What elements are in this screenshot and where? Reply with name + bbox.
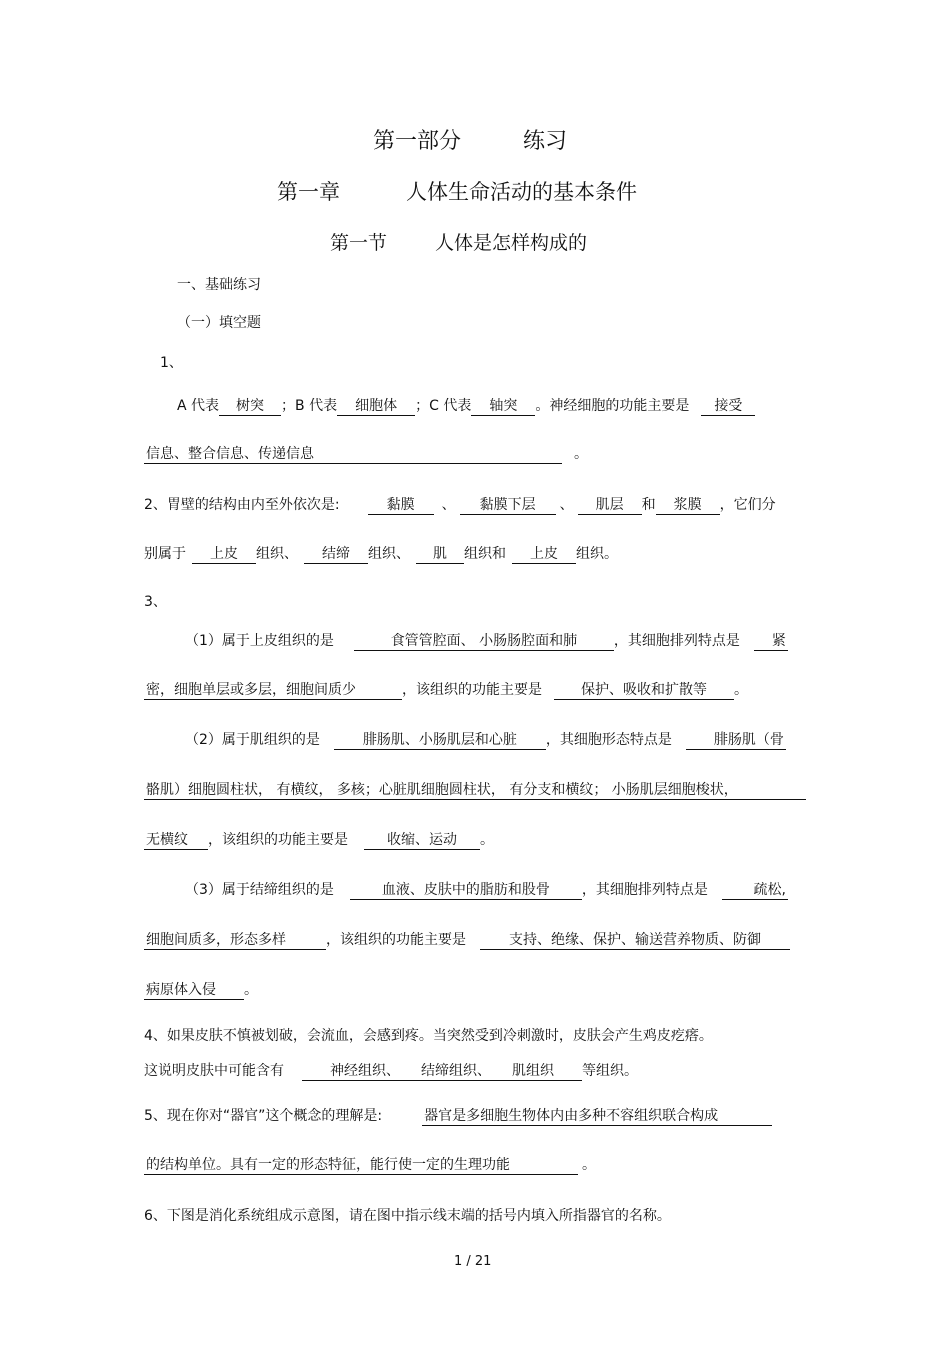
q2-tissue-word3: 组织和 [464, 546, 506, 562]
q2-tissue-word2: 组织、 [368, 546, 410, 562]
q3-p3-line1 [185, 881, 788, 900]
q1-func-answer-cont: 信息、整合信息、传递信息 [144, 445, 562, 464]
q2-tissue1: 上皮 [192, 545, 256, 564]
q4-answer: 神经组织、 结缔组织、 肌组织 [302, 1062, 582, 1081]
q1-number: 1、 [160, 355, 183, 371]
q2-line1 [144, 496, 776, 515]
part-heading [373, 129, 567, 155]
q1-line1 [177, 397, 755, 416]
q5-line1 [144, 1107, 772, 1126]
q3-p3-lead: （3）属于结缔组织的是 [185, 882, 334, 898]
q4-line2 [144, 1062, 638, 1081]
q3-p2-line3 [144, 831, 494, 850]
q1-b-answer: 细胞体 [337, 397, 415, 416]
q3-p2-answer2-start: 腓肠肌（骨 [686, 731, 786, 750]
q2-and: 和 [641, 497, 656, 513]
q4-lead: 这说明皮肤中可能含有 [144, 1063, 284, 1079]
q3-p2-func: ，该组织的功能主要是 [208, 832, 348, 848]
q3-p1-line1 [185, 632, 788, 651]
q3-p1-answer2-cont: 密，细胞单层或多层，细胞间质少 [144, 681, 402, 700]
q5-end: 。 [582, 1157, 596, 1173]
q6-text: 6、下图是消化系统组成示意图，请在图中指示线末端的括号内填入所指器官的名称。 [144, 1208, 671, 1224]
q3-p3-answer2-start: 疏松, [722, 881, 788, 900]
q3-p1-answer3: 保护、吸收和扩散等 [554, 681, 734, 700]
q3-p1-end: 。 [734, 682, 748, 698]
q2-layer2: 黏膜下层 [460, 496, 556, 515]
q2-line2 [144, 545, 618, 564]
q3-p2-answer2-end: 无横纹 [144, 831, 208, 850]
q2-sep2: 、 [559, 497, 574, 513]
q3-p1-lead: （1）属于上皮组织的是 [185, 633, 334, 649]
section-label: 第一节 [330, 232, 388, 254]
q2-tissue3: 肌 [416, 545, 464, 564]
q3-p3-mid: ，其细胞排列特点是 [581, 882, 708, 898]
section-heading [330, 231, 587, 255]
q1-func-answer-start: 接受 [701, 397, 755, 416]
q3-p3-answer3-cont: 病原体入侵 [144, 981, 244, 1000]
q2-tissue2: 结缔 [304, 545, 368, 564]
chapter-title: 人体生命活动的基本条件 [406, 180, 637, 204]
subheading-basic-practice: 一、基础练习 [177, 277, 261, 293]
q3-p3-func: ，该组织的功能主要是 [326, 932, 466, 948]
q2-layer1: 黏膜 [368, 496, 434, 515]
q3-p2-answer2-cont: 骼肌）细胞圆柱状， 有横纹， 多核；心脏肌细胞圆柱状， 有分支和横纹； 小肠肌层细胞梭状， [144, 781, 806, 800]
q2-sep1: 、 [441, 497, 456, 513]
q3-p2-end: 。 [480, 832, 494, 848]
q1-c-answer: 轴突 [471, 397, 535, 416]
section-title: 人体是怎样构成的 [435, 232, 588, 254]
q2-tissue-word4: 组织。 [576, 546, 618, 562]
q1-c-label: ；C 代表 [415, 398, 472, 414]
q3-p1-answer2-start: 紧 [754, 632, 788, 651]
q3-p1-line2 [144, 681, 748, 700]
q1-func-label: 。神经细胞的功能主要是 [535, 398, 690, 414]
q3-p1-answer: 食管管腔面、 小肠肠腔面和肺 [354, 632, 614, 651]
q5-line2 [144, 1156, 596, 1175]
q3-p2-answer3: 收缩、运动 [364, 831, 480, 850]
q2-tail: ，它们分 [719, 497, 776, 513]
q3-p3-answer2-cont: 细胞间质多，形态多样 [144, 931, 326, 950]
part-title: 练习 [523, 129, 568, 154]
q2-tissue-word1: 组织、 [256, 546, 298, 562]
q3-p2-line2 [144, 781, 806, 800]
q3-p2-line1 [185, 731, 786, 750]
q3-p2-mid: ，其细胞形态特点是 [545, 732, 672, 748]
q1-a-answer: 树突 [219, 397, 281, 416]
q5-lead: 5、现在你对“器官”这个概念的理解是: [144, 1108, 383, 1124]
chapter-label: 第一章 [277, 180, 340, 204]
q3-p3-answer: 血液、皮肤中的脂肪和股骨 [350, 881, 582, 900]
q1-line2 [144, 445, 588, 464]
q2-tissue4: 上皮 [512, 545, 576, 564]
q5-answer-cont: 的结构单位。具有一定的形态特征，能行使一定的生理功能 [144, 1156, 578, 1175]
subheading-fill-blank: （一）填空题 [177, 315, 261, 331]
q3-p1-mid: ，其细胞排列特点是 [613, 633, 740, 649]
page-number: 1 / 21 [454, 1254, 492, 1269]
q2-layer3: 肌层 [578, 496, 642, 515]
q2-layer4: 浆膜 [656, 496, 720, 515]
part-label: 第一部分 [373, 129, 462, 154]
q3-p2-lead: （2）属于肌组织的是 [185, 732, 320, 748]
q5-answer-start: 器官是多细胞生物体内由多种不容组织联合构成 [422, 1107, 772, 1126]
q1-end: 。 [574, 446, 588, 462]
q2-intro: 2、胃壁的结构由内至外依次是: [144, 497, 340, 513]
q3-p3-line2 [144, 931, 790, 950]
q3-p2-answer: 腓肠肌、小肠肌层和心脏 [334, 731, 546, 750]
q3-p3-line3 [144, 981, 258, 1000]
q4-end: 等组织。 [582, 1063, 638, 1079]
chapter-heading [277, 179, 637, 205]
q3-p3-answer3-start: 支持、绝缘、保护、输送营养物质、防御 [480, 931, 790, 950]
q4-line1: 4、如果皮肤不慎被划破，会流血，会感到疼。当突然受到冷刺激时，皮肤会产生鸡皮疙瘩。 [144, 1028, 713, 1044]
q1-a-label: A 代表 [177, 398, 220, 414]
q3-number: 3、 [144, 594, 167, 610]
q2-belong: 别属于 [144, 546, 186, 562]
q1-b-label: ；B 代表 [281, 398, 338, 414]
q3-p1-func: ，该组织的功能主要是 [402, 682, 542, 698]
q3-p3-end: 。 [244, 982, 258, 998]
